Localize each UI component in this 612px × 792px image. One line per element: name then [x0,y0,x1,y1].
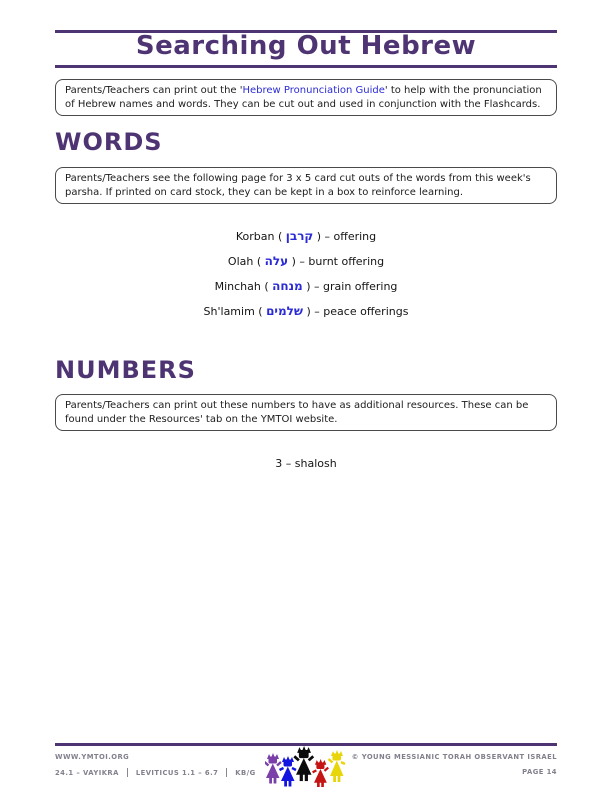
word-row-shlamim [0,304,612,319]
word-english: Minchah ( [214,280,273,293]
hebrew-word: עלה [264,254,289,268]
footer-reference-line [55,768,256,777]
word-row-minchah [0,279,612,294]
word-english: Sh'lamim ( [203,305,267,318]
footer-right [352,753,557,776]
ymtoi-logo [265,745,347,787]
word-meaning: ) – offering [313,230,377,243]
footer-copyright: © YOUNG MESSIANIC TORAH OBSERVANT ISRAEL [351,753,557,761]
footer-left [55,753,256,777]
word-meaning: ) – peace offerings [303,305,409,318]
word-meaning: ) – burnt offering [288,255,385,268]
numbers-heading: NUMBERS [55,356,196,384]
word-english: Olah ( [227,255,265,268]
intro-note-suffix: ' to help with the pronunciation of Hebrew names and words. They can be cut out and used in conjunction with the Flashcards. [65,85,542,110]
header-rule-bottom [55,65,557,68]
words-heading: WORDS [55,128,163,156]
footer-website: WWW.YMTOI.ORG [55,753,130,761]
footer-separator [226,768,227,777]
footer-scripture-ref: LEVITICUS 1.1 – 6.7 [135,768,219,777]
hebrew-word: שלמים [266,304,304,318]
words-note-box: Parents/Teachers see the following page for 3 x 5 card cut outs of the words from this week's parsha. If printed on card stock, they can be kept in a box to reinforce learning. [55,167,557,204]
word-row-korban [0,229,612,244]
footer-page-number: PAGE 14 [522,768,557,776]
numbers-note-box: Parents/Teachers can print out these numbers to have as additional resources. These can be found under the Resources' tab on the YMTOI website. [55,394,557,431]
pronunciation-guide-link[interactable]: Hebrew Pronunciation Guide [242,85,385,96]
number-item-shalosh: 3 – shalosh [275,457,337,470]
page-title: Searching Out Hebrew [135,31,477,61]
hebrew-word: מנחה [272,279,303,293]
intro-note-box [55,79,557,116]
footer-separator [127,768,128,777]
word-english: Korban ( [235,230,286,243]
footer-initials: KB/G [235,768,256,777]
word-meaning: ) – grain offering [302,280,398,293]
hebrew-word: קרבן [285,229,314,243]
intro-note-prefix: Parents/Teachers can print out the ' [65,85,243,96]
word-list [0,229,612,329]
word-row-olah [0,254,612,269]
footer-parsha-ref: 24.1 – VAYIKRA [55,768,119,777]
